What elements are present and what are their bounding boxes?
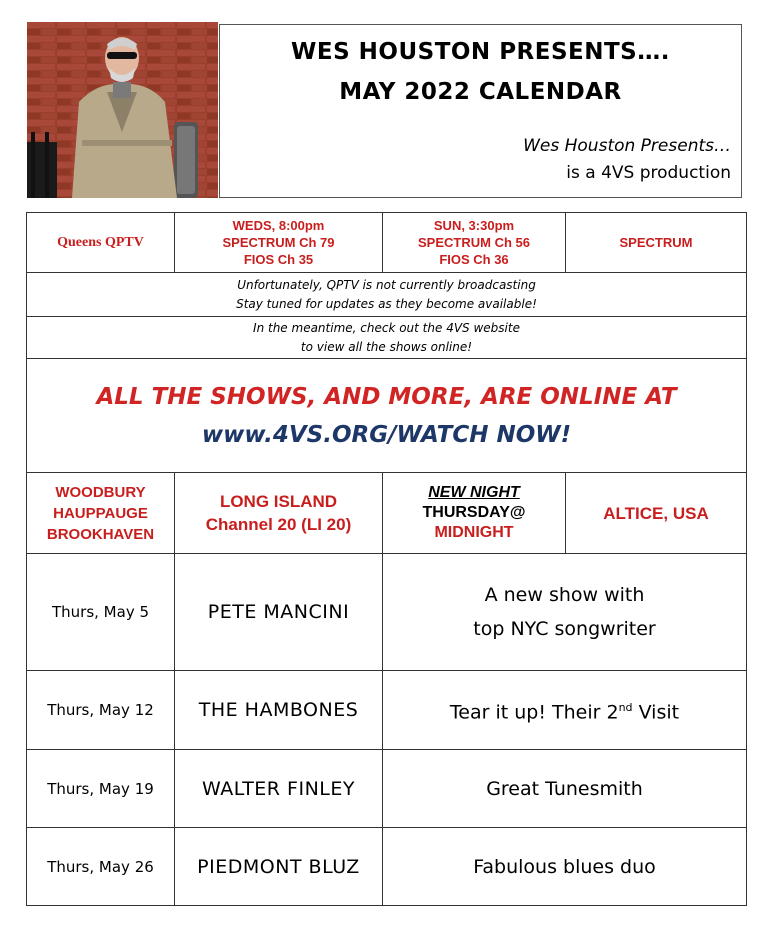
li-towns: WOODBURY HAUPPAUGE BROOKHAVEN	[27, 473, 175, 554]
online-headline: ALL THE SHOWS, AND MORE, ARE ONLINE AT	[96, 383, 677, 410]
notice-row-1	[27, 273, 747, 317]
show-description: Tear it up! Their 2nd Visit	[383, 671, 747, 750]
table-row	[27, 671, 747, 750]
qptv-provider: SPECTRUM	[566, 213, 747, 273]
show-artist: THE HAMBONES	[175, 671, 383, 750]
show-description: Great Tunesmith	[383, 750, 747, 828]
online-url-link[interactable]: www.4VS.ORG/WATCH NOW!	[201, 421, 572, 448]
online-banner	[27, 359, 747, 473]
long-island-row	[27, 473, 747, 554]
schedule-table	[26, 212, 747, 906]
online-row	[27, 359, 747, 473]
show-description: Fabulous blues duo	[383, 828, 747, 906]
host-photo-illustration	[27, 22, 218, 198]
credit-line-1: Wes Houston Presents…	[523, 136, 731, 156]
credit-line-2: is a 4VS production	[566, 163, 731, 183]
page-title: WES HOUSTON PRESENTS….	[291, 39, 670, 65]
li-provider: ALTICE, USA	[566, 473, 747, 554]
notice-website: In the meantime, check out the 4VS website to view all the shows online!	[27, 317, 747, 359]
notice-broadcast: Unfortunately, QPTV is not currently broadcasting Stay tuned for updates as they become available!	[27, 273, 747, 317]
show-date: Thurs, May 26	[27, 828, 175, 906]
li-channel: LONG ISLAND Channel 20 (LI 20)	[175, 473, 383, 554]
show-artist: PETE MANCINI	[175, 554, 383, 671]
header-box	[219, 24, 742, 198]
table-row	[27, 554, 747, 671]
page-subtitle: MAY 2022 CALENDAR	[339, 79, 622, 105]
table-row	[27, 750, 747, 828]
qptv-station: Queens QPTV	[27, 213, 175, 273]
show-artist: PIEDMONT BLUZ	[175, 828, 383, 906]
notice-row-2	[27, 317, 747, 359]
show-date: Thurs, May 5	[27, 554, 175, 671]
show-date: Thurs, May 19	[27, 750, 175, 828]
show-description: A new show with top NYC songwriter	[383, 554, 747, 671]
qptv-row	[27, 213, 747, 273]
li-new-night: NEW NIGHT THURSDAY@ MIDNIGHT	[383, 473, 566, 554]
qptv-slot-1: WEDS, 8:00pm SPECTRUM Ch 79 FIOS Ch 35	[175, 213, 383, 273]
qptv-slot-2: SUN, 3:30pm SPECTRUM Ch 56 FIOS Ch 36	[383, 213, 566, 273]
table-row	[27, 828, 747, 906]
show-artist: WALTER FINLEY	[175, 750, 383, 828]
show-date: Thurs, May 12	[27, 671, 175, 750]
host-photo	[27, 22, 218, 198]
